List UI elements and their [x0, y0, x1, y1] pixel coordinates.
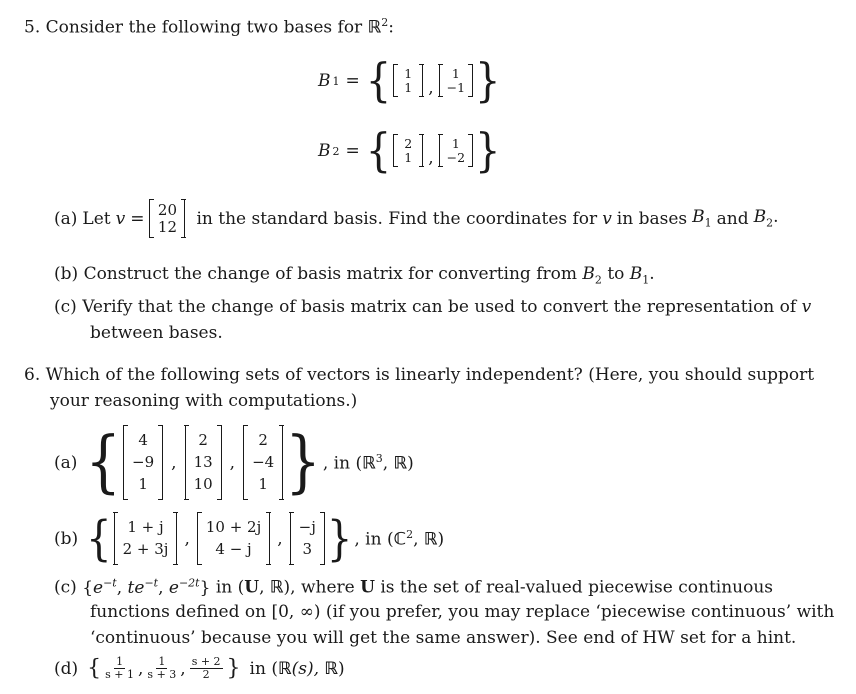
q5a-var: v — [115, 208, 126, 229]
b2-vector-1: 2 1 — [393, 135, 423, 167]
q6d-brace-close: } — [226, 656, 241, 681]
q6c-tag: (c) — [54, 577, 77, 598]
q6b-tag: (b) — [54, 528, 79, 549]
q6b-vector-2: 10 + 2j 4 − j — [197, 513, 270, 565]
q6d-space: in (ℝ(s), ℝ) — [249, 658, 345, 679]
q5c-var: v — [801, 297, 812, 317]
q6b-vector-1: 1 + j 2 + 3j — [114, 513, 178, 565]
q6d-fraction-1: $\frac{1}{s + 1}$ — [105, 655, 135, 681]
q5-space: ℝ — [367, 17, 382, 38]
q6d-brace-open: { — [87, 656, 102, 681]
q6-part-b: (b) { 1 + j 2 + 3j , 10 + 2j 4 − j , −j 3 } , in (ℂ$^2$, ℝ) — [54, 511, 445, 567]
b1-brace-open: { — [365, 54, 392, 108]
q6a-brace-close: } — [285, 423, 321, 502]
q6b-brace-close: } — [326, 511, 353, 567]
q6b-space: , in (ℂ$^2$, ℝ) — [354, 527, 445, 550]
q5b-tag: (b) — [54, 264, 79, 284]
q6c-text: is the set of real-valued piecewise continuous — [380, 577, 774, 598]
q5-number: 5. — [24, 17, 41, 38]
q6-line1: Which of the following sets of vectors is linearly independent? (Here, you should support — [45, 365, 815, 385]
q5a-var2: v — [602, 208, 612, 229]
q6a-brace-open: { — [85, 423, 122, 502]
q6c-line2: functions defined on [0, ∞) (if you prefer, you may replace ‘piecewise continuous’ with — [90, 602, 835, 622]
q6-part-a: (a) { 4 −9 1 , 2 13 10 , 2 −4 1 } , in (ℝ$^3$, ℝ) — [54, 423, 414, 502]
q5a-vector-v: 20 12 — [149, 200, 185, 237]
basis-b1: B 1 = { 1 1 , 1 −1 } — [318, 54, 501, 108]
q6a-vector-3: 2 −4 1 — [243, 426, 283, 499]
q6-part-d: (d) { $\frac{1}{s + 1}$ , $\frac{1}{s + 3}$ , $\frac{s + 2}{2}$ } in (ℝ(s), ℝ) — [54, 655, 345, 681]
q5a-text2: in bases — [616, 208, 688, 229]
q5-stem-text: Consider the following two bases for — [45, 17, 363, 38]
q5-part-b: (b) Construct the change of basis matrix for converting from $B_2$ to $B_1$. — [54, 264, 655, 287]
q6-part-c: (c) {$e^{-t}$, $te^{-t}$, $e^{-2t}$} in (U, ℝ), where U is the set of real-valued piecewise continuous — [54, 576, 774, 598]
q5b-text: Construct the change of basis matrix for converting from — [83, 264, 577, 284]
b2-brace-close: } — [475, 124, 501, 178]
basis-b2: B 2 = { 2 1 , 1 −2 } — [318, 124, 501, 178]
q6a-space: , in (ℝ$^3$, ℝ) — [322, 451, 414, 474]
q5a-and: and — [716, 208, 749, 229]
q5a-tag: (a) — [54, 208, 78, 229]
q6b-brace-open: { — [86, 511, 112, 567]
b1-label: B — [318, 71, 331, 91]
q5a-pre: Let — [82, 208, 111, 229]
b2-brace-open: { — [365, 124, 392, 178]
q6d-fraction-2: $\frac{1}{s + 3}$ — [147, 655, 177, 681]
q6-line2: your reasoning with computations.) — [50, 391, 358, 411]
q6a-tag: (a) — [54, 452, 78, 473]
q6d-fraction-3: $\frac{s + 2}{2}$ — [191, 655, 221, 681]
q6-stem — [24, 365, 814, 385]
q5-space-exp: 2 — [381, 16, 389, 29]
q5-colon: : — [388, 17, 394, 38]
b1-equals: = — [345, 71, 360, 91]
q5c-tag: (c) — [54, 297, 77, 317]
b1-brace-close: } — [475, 54, 501, 108]
b1-vector-2: 1 −1 — [439, 65, 473, 97]
q6-number: 6. — [24, 365, 41, 385]
q6b-vector-3: −j 3 — [290, 513, 325, 565]
q6c-line3: ‘continuous’ because you will get the same answer). See end of HW set for a hint. — [90, 628, 797, 648]
q5c-line2: between bases. — [90, 323, 223, 343]
q5-part-c — [54, 297, 811, 317]
q6d-tag: (d) — [54, 658, 79, 679]
q5-part-a: (a) Let v = 20 12 in the standard basis. Find the coordinates for v in bases $B_1$ and $B_2$. — [54, 201, 779, 236]
b2-vector-2: 1 −2 — [439, 135, 473, 167]
q6a-vector-1: 4 −9 1 — [123, 426, 163, 499]
q5-stem — [24, 16, 394, 38]
q5a-text: in the standard basis. Find the coordinates for — [196, 208, 598, 229]
q5c-line1: Verify that the change of basis matrix can be used to convert the representation of — [82, 297, 797, 317]
b2-sub: 2 — [332, 144, 340, 158]
b1-sub: 1 — [332, 74, 340, 88]
b2-label: B — [318, 141, 331, 161]
q6c-set: {$e^{-t}$, $te^{-t}$, $e^{-2t}$} — [82, 576, 211, 598]
q5a-eq: = — [130, 208, 145, 229]
q6a-vector-2: 2 13 10 — [185, 426, 222, 499]
b1-vector-1: 1 1 — [393, 65, 423, 97]
b2-equals: = — [345, 141, 360, 161]
